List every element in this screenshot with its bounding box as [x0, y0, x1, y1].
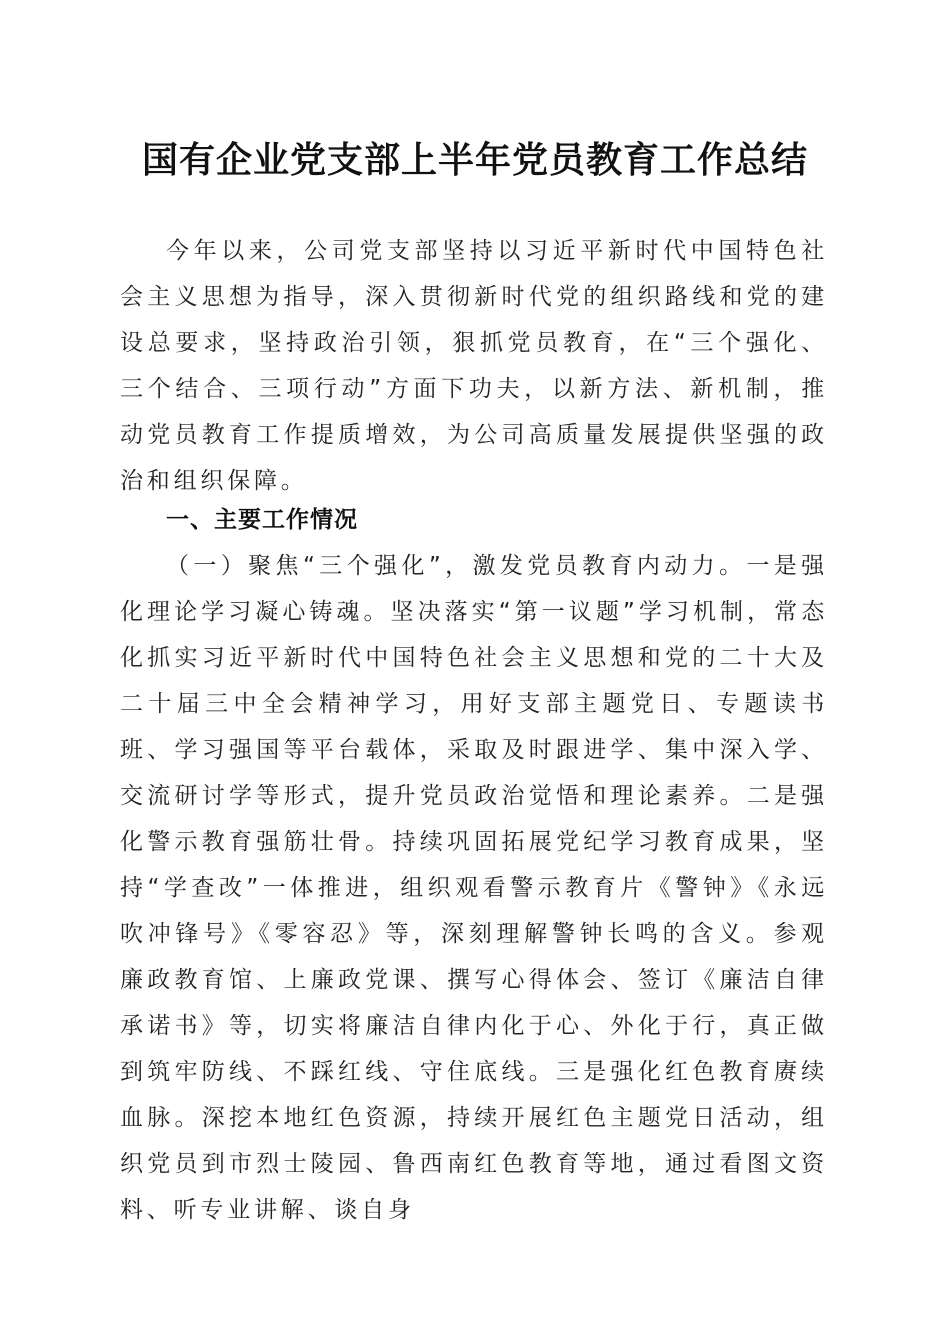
- intro-paragraph: 今年以来，公司党支部坚持以习近平新时代中国特色社会主义思想为指导，深入贯彻新时代党的组织路线和党的建设总要求，坚持政治引领，狠抓党员教育，在“三个强化、三个结合、三项行动”方面下功夫，以新方法、新机制，推动党员教育工作提质增效，为公司高质量发展提供坚强的政治和组织保障。: [120, 238, 828, 494]
- document-title: 国有企业党支部上半年党员教育工作总结: [141, 139, 808, 181]
- section-heading: 一、主要工作情况: [166, 507, 358, 533]
- section-paragraph: （一）聚焦“三个强化”，激发党员教育内动力。一是强化理论学习凝心铸魂。坚决落实“第一议题”学习机制，常态化抓实习近平新时代中国特色社会主义思想和党的二十大及二十届三中全会精神学习，用好支部主题党日、专题读书班、学习强国等平台载体，采取及时跟进学、集中深入学、交流研讨学等形式，提升党员政治觉悟和理论素养。二是强化警示教育强筋壮骨。持续巩固拓展党纪学习教育成果，坚持“学查改”一体推进，组织观看警示教育片《警钟》《永远吹冲锋号》《零容忍》等，深刻理解警钟长鸣的含义。参观廉政教育馆、上廉政党课、撰写心得体会、签订《廉洁自律承诺书》等，切实将廉洁自律内化于心、外化于行，真正做到筑牢防线、不踩红线、守住底线。三是强化红色教育赓续血脉。深挖本地红色资源，持续开展红色主题党日活动，组织党员到市烈士陵园、鲁西南红色教育等地，通过看图文资料、听专业讲解、谈自身: [120, 553, 828, 1223]
